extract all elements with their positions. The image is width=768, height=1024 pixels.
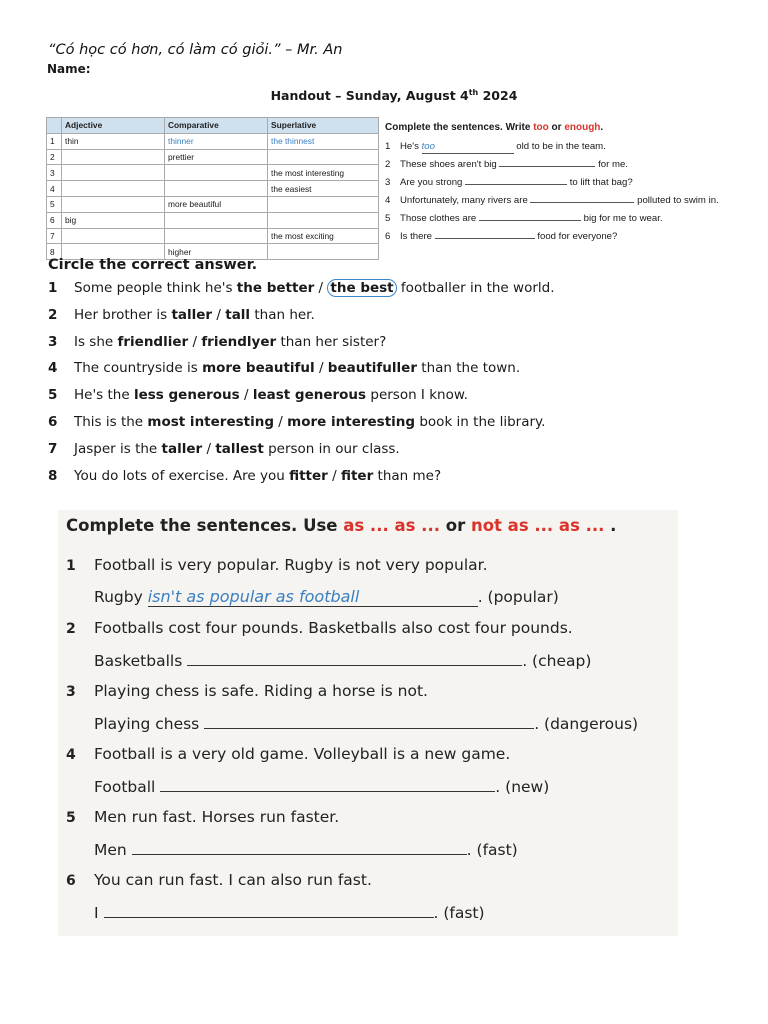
table-cell: higher	[165, 244, 268, 260]
item-hint: . (cheap)	[522, 651, 592, 670]
item-text: Football is very popular. Rugby is not very popular.	[94, 556, 488, 574]
heading-text: Complete the sentences. Write	[385, 122, 534, 133]
item-number: 6	[48, 413, 58, 430]
item-text: Some people think he's	[74, 280, 237, 296]
item-subject: Rugby	[94, 587, 148, 606]
item-number: 5	[66, 810, 76, 826]
exercise-item	[48, 360, 748, 387]
heading-text: .	[604, 516, 617, 535]
option-separator: /	[274, 413, 288, 430]
exercise-item	[385, 192, 755, 210]
item-text: book in the library.	[415, 413, 546, 430]
item-number: 7	[48, 440, 58, 457]
exercise-item	[385, 138, 755, 156]
option-a[interactable]: taller	[161, 440, 203, 457]
item-number: 1	[48, 280, 58, 296]
item-hint: . (new)	[495, 777, 550, 796]
item-text: Football is a very old game. Volleyball is a new game.	[94, 745, 511, 763]
exercise-item	[48, 441, 748, 468]
item-number: 2	[66, 621, 76, 637]
exercise-answer-row	[66, 840, 638, 872]
exercise-sentence	[66, 619, 638, 651]
table-cell	[165, 212, 268, 228]
answer-blank[interactable]	[435, 229, 535, 239]
item-text: Are you strong	[400, 177, 466, 188]
exercise-item	[385, 174, 755, 192]
item-number: 2	[385, 159, 391, 170]
item-text: old to be in the team.	[513, 141, 606, 152]
answer-blank[interactable]	[530, 193, 634, 203]
item-hint: . (fast)	[433, 903, 485, 922]
item-text: Footballs cost four pounds. Basketballs also cost four pounds.	[94, 619, 573, 637]
answer-blank[interactable]	[499, 157, 595, 167]
table-cell: thin	[62, 133, 165, 149]
option-b[interactable]: beautifuller	[327, 360, 417, 377]
item-text: These shoes aren't big	[400, 159, 500, 170]
exercise-sentence	[66, 682, 638, 714]
table-cell: 6	[47, 212, 62, 228]
exercise-answer-row	[66, 903, 638, 935]
table-row	[47, 212, 379, 228]
option-b[interactable]: tall	[225, 306, 251, 323]
table-header: Superlative	[268, 118, 379, 134]
exercise-answer-row	[66, 777, 638, 809]
option-a[interactable]: less generous	[133, 387, 240, 404]
option-b[interactable]: fiter	[340, 467, 374, 484]
table-cell: the thinnest	[268, 133, 379, 149]
exercise-sentence	[66, 745, 638, 777]
exercise-sentence	[66, 871, 638, 903]
option-a[interactable]: taller	[171, 306, 213, 323]
item-text: Men run fast. Horses run faster.	[94, 808, 340, 826]
option-separator: /	[314, 280, 328, 296]
option-a[interactable]: the better	[236, 280, 315, 296]
table-row	[47, 228, 379, 244]
table-cell	[268, 212, 379, 228]
item-text: He's the	[74, 387, 134, 404]
heading-keyword: too	[533, 122, 549, 133]
heading-text: or	[548, 122, 565, 133]
option-b[interactable]: tallest	[215, 440, 264, 457]
table-cell	[268, 196, 379, 212]
as-as-exercise	[58, 510, 678, 936]
option-a[interactable]: more beautiful	[202, 360, 315, 377]
item-text: than me?	[373, 467, 442, 484]
table-row	[47, 196, 379, 212]
option-separator: /	[239, 387, 253, 404]
title-sup: th	[468, 88, 479, 97]
item-number: 3	[385, 177, 391, 188]
option-a[interactable]: fitter	[289, 467, 328, 484]
item-subject: I	[94, 903, 104, 922]
heading-keyword: as ... as ...	[343, 516, 440, 535]
item-number: 4	[385, 195, 391, 206]
answer-line[interactable]	[160, 777, 495, 792]
table-cell	[62, 181, 165, 197]
option-separator: /	[212, 306, 226, 323]
item-subject: Playing chess	[94, 714, 205, 733]
table-row	[47, 165, 379, 181]
item-number: 1	[385, 141, 391, 152]
too-enough-exercise	[385, 122, 755, 246]
answer-line[interactable]	[187, 651, 522, 666]
exercise-item	[48, 280, 748, 307]
item-number: 5	[48, 387, 58, 404]
item-text: big for me to wear.	[580, 213, 663, 224]
option-b[interactable]: friendlyer	[201, 333, 277, 350]
item-number: 6	[385, 231, 391, 242]
item-text: Jasper is the	[74, 440, 162, 457]
adjective-table	[46, 117, 379, 260]
answer-line[interactable]: isn't as popular as football	[148, 589, 478, 607]
option-separator: /	[188, 333, 202, 350]
table-header: Comparative	[165, 118, 268, 134]
item-text: polluted to swim in.	[634, 195, 719, 206]
item-number: 2	[48, 306, 58, 323]
table-cell: big	[62, 212, 165, 228]
item-text: footballer in the world.	[396, 280, 555, 296]
heading-keyword: enough	[564, 122, 601, 133]
item-subject: Men	[94, 840, 132, 859]
answer-blank[interactable]	[479, 211, 581, 221]
item-number: 3	[48, 333, 58, 350]
table-cell: 5	[47, 196, 62, 212]
heading-text: .	[600, 122, 604, 133]
exercise-sentence	[66, 556, 638, 588]
item-number: 1	[66, 558, 76, 574]
exercise-answer-row	[66, 588, 638, 620]
item-text: person in our class.	[263, 440, 400, 457]
table-cell: 3	[47, 165, 62, 181]
item-number: 6	[66, 873, 76, 889]
heading-keyword: not as ... as ...	[470, 516, 605, 535]
circle-heading: Circle the correct answer.	[48, 257, 258, 273]
exercise-answer-row	[66, 651, 638, 683]
as-as-heading	[66, 516, 638, 556]
item-number: 4	[48, 360, 58, 377]
item-text: for me.	[595, 159, 628, 170]
option-separator: /	[314, 360, 328, 377]
item-text: The countryside is	[74, 360, 203, 377]
table-cell: the most interesting	[268, 165, 379, 181]
item-hint: . (fast)	[466, 840, 518, 859]
item-hint: . (dangerous)	[534, 714, 639, 733]
item-subject: Football	[94, 777, 161, 796]
table-cell	[165, 165, 268, 181]
item-number: 5	[385, 213, 391, 224]
item-number: 4	[66, 747, 76, 763]
table-cell	[62, 196, 165, 212]
circle-exercise	[48, 257, 748, 494]
option-a[interactable]: friendlier	[117, 333, 189, 350]
item-text: This is the	[74, 413, 148, 430]
item-text: Her brother is	[74, 306, 172, 323]
item-text: than the town.	[416, 360, 521, 377]
table-cell	[165, 228, 268, 244]
exercise-answer-row	[66, 714, 638, 746]
table-row	[47, 181, 379, 197]
exercise-sentence	[66, 808, 638, 840]
item-subject: Basketballs	[94, 651, 188, 670]
heading-text: Complete the sentences. Use	[66, 516, 344, 535]
table-cell: 4	[47, 181, 62, 197]
table-cell: 1	[47, 133, 62, 149]
table-cell	[62, 149, 165, 165]
table-cell	[165, 181, 268, 197]
item-text: Unfortunately, many rivers are	[400, 195, 531, 206]
exercise-item	[385, 210, 755, 228]
header-quote: “Có học có hơn, có làm có giỏi.” – Mr. An	[48, 42, 343, 58]
answer-line[interactable]	[132, 840, 467, 855]
table-cell: 8	[47, 244, 62, 260]
item-text: food for everyone?	[534, 231, 618, 242]
item-number: 8	[48, 467, 58, 484]
item-text: than her.	[250, 306, 315, 323]
item-number: 3	[66, 684, 76, 700]
item-text: Those clothes are	[400, 213, 479, 224]
answer-blank[interactable]	[465, 175, 567, 185]
item-text: You can run fast. I can also run fast.	[94, 871, 372, 889]
option-separator: /	[327, 467, 341, 484]
exercise-item	[48, 387, 748, 414]
exercise-item	[48, 307, 748, 334]
title-year: 2024	[482, 88, 518, 104]
handout-title	[0, 88, 768, 103]
item-text: person I know.	[366, 387, 468, 404]
name-label: Name:	[47, 62, 91, 76]
item-text: than her sister?	[276, 333, 387, 350]
table-cell: prettier	[165, 149, 268, 165]
table-cell: 2	[47, 149, 62, 165]
table-header-row	[47, 118, 379, 134]
item-text: to lift that bag?	[567, 177, 633, 188]
table-cell: the most exciting	[268, 228, 379, 244]
table-row	[47, 149, 379, 165]
title-text: Handout – Sunday, August 4	[270, 88, 469, 104]
exercise-item	[385, 228, 755, 246]
exercise-item	[48, 414, 748, 441]
option-a[interactable]: most interesting	[147, 413, 274, 430]
item-text: Is she	[74, 333, 118, 350]
item-text: He's	[400, 141, 422, 152]
table-cell: more beautiful	[165, 196, 268, 212]
table-row	[47, 133, 379, 149]
exercise-item	[48, 334, 748, 361]
item-text: Is there	[400, 231, 435, 242]
table-cell	[62, 228, 165, 244]
answer-line[interactable]	[104, 903, 434, 918]
option-b-circled[interactable]: the best	[327, 279, 396, 297]
heading-text: or	[440, 516, 471, 535]
option-b[interactable]: least generous	[252, 387, 367, 404]
item-text: Playing chess is safe. Riding a horse is not.	[94, 682, 428, 700]
too-enough-heading	[385, 122, 755, 133]
option-separator: /	[202, 440, 216, 457]
table-header	[47, 118, 62, 134]
table-cell: the easiest	[268, 181, 379, 197]
table-cell	[62, 165, 165, 181]
table-cell: thinner	[165, 133, 268, 149]
exercise-item	[48, 468, 748, 495]
answer-blank[interactable]: too	[422, 142, 514, 154]
table-cell: 7	[47, 228, 62, 244]
exercise-item	[385, 156, 755, 174]
option-b[interactable]: more interesting	[287, 413, 416, 430]
item-hint: . (popular)	[477, 587, 559, 606]
table-cell	[268, 149, 379, 165]
table-header: Adjective	[62, 118, 165, 134]
item-text: You do lots of exercise. Are you	[74, 467, 290, 484]
answer-line[interactable]	[204, 714, 534, 729]
